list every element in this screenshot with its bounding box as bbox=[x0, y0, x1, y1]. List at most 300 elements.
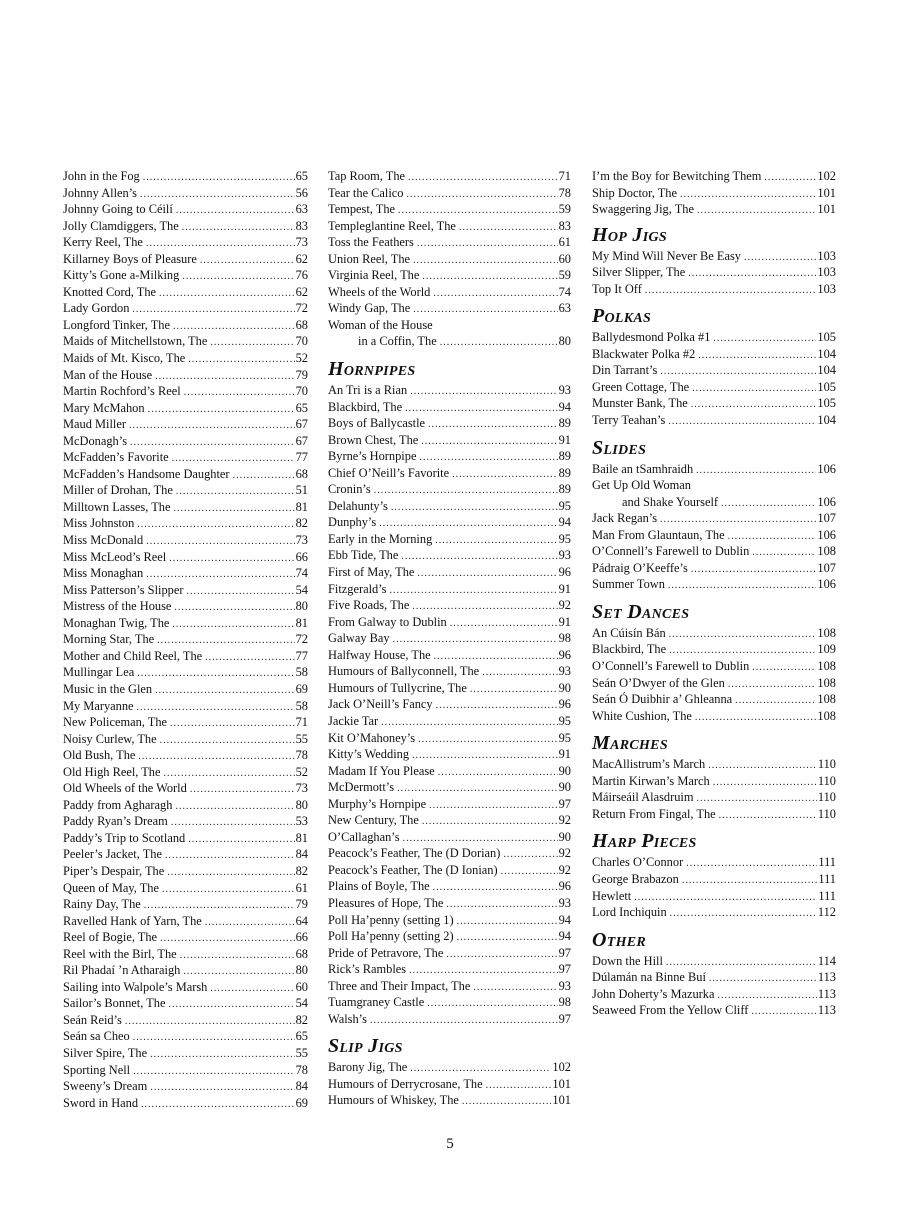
index-entry bbox=[592, 412, 836, 429]
index-entry bbox=[63, 747, 308, 764]
entry-title: Paddy Ryan’s Dream bbox=[63, 814, 168, 829]
entry-page: 92 bbox=[558, 862, 571, 877]
entry-title: Johnny Going to Céilí bbox=[63, 202, 173, 217]
index-entry bbox=[328, 845, 571, 862]
dot-leader bbox=[721, 496, 816, 513]
entry-page: 97 bbox=[558, 962, 571, 977]
index-entry bbox=[63, 979, 308, 996]
index-entry bbox=[63, 400, 308, 417]
entry-title: Ril Phadaí ’n Atharaigh bbox=[63, 963, 181, 978]
entry-title: Old Bush, The bbox=[63, 748, 136, 763]
entry-page: 110 bbox=[817, 806, 836, 821]
entry-title: Charles O’Connor bbox=[592, 855, 684, 870]
dot-leader bbox=[168, 997, 294, 1014]
dot-leader bbox=[175, 799, 294, 816]
dot-leader bbox=[438, 765, 558, 782]
section-heading-polkas: Polkas bbox=[592, 305, 652, 328]
index-entry bbox=[328, 1076, 571, 1093]
entry-page: 89 bbox=[558, 465, 571, 480]
index-entry bbox=[592, 871, 836, 888]
entry-page: 52 bbox=[295, 764, 308, 779]
entry-page: 80 bbox=[558, 334, 571, 349]
entry-page: 101 bbox=[817, 185, 836, 200]
entry-title: Boys of Ballycastle bbox=[328, 416, 426, 431]
entry-title: Toss the Feathers bbox=[328, 235, 414, 250]
index-entry bbox=[63, 681, 308, 698]
entry-page: 89 bbox=[558, 449, 571, 464]
index-entry bbox=[328, 432, 571, 449]
entry-page: 81 bbox=[295, 615, 308, 630]
entry-title: Union Reel, The bbox=[328, 251, 411, 266]
entry-page: 104 bbox=[817, 413, 836, 428]
section-heading-slip-jigs: Slip Jigs bbox=[328, 1035, 403, 1058]
entry-page: 101 bbox=[552, 1093, 571, 1108]
dot-leader bbox=[125, 1014, 295, 1031]
index-entry bbox=[592, 461, 836, 478]
entry-page: 63 bbox=[558, 301, 571, 316]
index-entry bbox=[592, 773, 836, 790]
dot-leader bbox=[418, 732, 558, 749]
reels-list-continued bbox=[63, 168, 308, 1111]
entry-title: Seaweed From the Yellow Cliff bbox=[592, 1003, 749, 1018]
entry-page: 109 bbox=[817, 642, 836, 657]
index-entry bbox=[592, 346, 836, 363]
index-entry bbox=[328, 746, 571, 763]
index-entry bbox=[63, 367, 308, 384]
entry-title: Kitty’s Gone a-Milking bbox=[63, 268, 180, 283]
index-entry bbox=[63, 383, 308, 400]
entry-page: 60 bbox=[295, 979, 308, 994]
entry-title: Fitzgerald’s bbox=[328, 581, 387, 596]
dot-leader bbox=[473, 980, 557, 997]
entry-page: 79 bbox=[295, 897, 308, 912]
entry-title: Mistress of the House bbox=[63, 599, 172, 614]
entry-title: Peacock’s Feather, The (D Ionian) bbox=[328, 862, 498, 877]
index-entry bbox=[592, 756, 836, 773]
index-entry bbox=[63, 185, 308, 202]
entry-page: 59 bbox=[558, 268, 571, 283]
entry-title: MacAllistrum’s March bbox=[592, 757, 706, 772]
entry-page: 94 bbox=[558, 515, 571, 530]
entry-page: 90 bbox=[558, 780, 571, 795]
index-entry bbox=[328, 713, 571, 730]
entry-page: 71 bbox=[558, 169, 571, 183]
index-entry bbox=[328, 168, 571, 185]
index-entry bbox=[328, 647, 571, 664]
entry-title: Music in the Glen bbox=[63, 681, 153, 696]
entry-title: Delahunty’s bbox=[328, 498, 388, 513]
entry-page: 55 bbox=[295, 731, 308, 746]
index-entry bbox=[328, 663, 571, 680]
entry-page: 58 bbox=[295, 665, 308, 680]
index-entry bbox=[328, 251, 571, 268]
entry-page: 112 bbox=[817, 905, 836, 920]
entry-title: Milltown Lasses, The bbox=[63, 499, 171, 514]
section-heading-hop-jigs: Hop Jigs bbox=[592, 223, 667, 246]
dot-leader bbox=[405, 401, 558, 418]
entry-page: 84 bbox=[295, 1079, 308, 1094]
index-entry bbox=[328, 481, 571, 498]
entry-page: 103 bbox=[817, 248, 836, 263]
entry-title: Mother and Child Reel, The bbox=[63, 648, 203, 663]
entry-page: 93 bbox=[558, 895, 571, 910]
dot-leader bbox=[728, 677, 817, 694]
entry-title: Maud Miller bbox=[63, 417, 126, 432]
index-entry bbox=[592, 168, 836, 185]
dot-leader bbox=[408, 170, 558, 187]
dot-leader bbox=[210, 335, 294, 352]
entry-page: 89 bbox=[558, 416, 571, 431]
dot-leader bbox=[182, 269, 294, 286]
section-heading-set-dances: Set Dances bbox=[592, 600, 690, 623]
entry-title: Virginia Reel, The bbox=[328, 268, 420, 283]
entry-page: 110 bbox=[817, 790, 836, 805]
index-entry bbox=[592, 625, 836, 642]
entry-page: 80 bbox=[295, 963, 308, 978]
entry-page: 111 bbox=[818, 855, 836, 870]
entry-title: Martin Rochford’s Reel bbox=[63, 384, 181, 399]
entry-title: Five Roads, The bbox=[328, 598, 410, 613]
index-entry bbox=[328, 498, 571, 515]
entry-title: Sweeny’s Dream bbox=[63, 1079, 148, 1094]
index-column-1 bbox=[63, 168, 308, 1111]
entry-title: Early in the Morning bbox=[328, 531, 433, 546]
dot-leader bbox=[436, 698, 558, 715]
entry-page: 97 bbox=[558, 945, 571, 960]
index-entry bbox=[63, 350, 308, 367]
index-entry bbox=[328, 514, 571, 531]
index-entry bbox=[592, 185, 836, 202]
dot-leader bbox=[176, 203, 295, 220]
index-entry bbox=[328, 547, 571, 564]
index-entry bbox=[592, 789, 836, 806]
entry-page: 106 bbox=[817, 577, 836, 592]
entry-title: Old Wheels of the World bbox=[63, 781, 187, 796]
index-entry bbox=[63, 532, 308, 549]
index-entry bbox=[63, 598, 308, 615]
entry-title-line1: Woman of the House bbox=[328, 317, 433, 332]
entry-page: 93 bbox=[558, 978, 571, 993]
index-entry bbox=[63, 416, 308, 433]
entry-title: O’Connell’s Farewell to Dublin bbox=[592, 544, 750, 559]
dot-leader bbox=[645, 283, 817, 300]
entry-page: 81 bbox=[295, 830, 308, 845]
entry-title: O’Connell’s Farewell to Dublin bbox=[592, 659, 750, 674]
other-list bbox=[592, 953, 836, 1019]
entry-title: Rick’s Rambles bbox=[328, 962, 407, 977]
dot-leader bbox=[709, 971, 817, 988]
entry-page: 66 bbox=[295, 549, 308, 564]
index-entry bbox=[63, 648, 308, 665]
entry-page: 103 bbox=[817, 281, 836, 296]
entry-page: 98 bbox=[558, 631, 571, 646]
entry-title: Silver Spire, The bbox=[63, 1045, 148, 1060]
entry-title: Brown Chest, The bbox=[328, 432, 419, 447]
entry-title: McFadden’s Handsome Daughter bbox=[63, 466, 230, 481]
index-entry bbox=[592, 329, 836, 346]
entry-title: George Brabazon bbox=[592, 871, 679, 886]
entry-page: 94 bbox=[558, 912, 571, 927]
index-entry bbox=[63, 780, 308, 797]
entry-page: 78 bbox=[558, 185, 571, 200]
entry-title: Galway Bay bbox=[328, 631, 390, 646]
index-entry bbox=[328, 300, 571, 317]
entry-page: 98 bbox=[558, 995, 571, 1010]
index-entry bbox=[328, 829, 571, 846]
section-heading-hornpipes: Hornpipes bbox=[328, 358, 416, 381]
entry-page: 101 bbox=[817, 202, 836, 217]
entry-page: 65 bbox=[295, 400, 308, 415]
index-entry bbox=[328, 862, 571, 879]
entry-title: O’Callaghan’s bbox=[328, 829, 400, 844]
dot-leader bbox=[169, 551, 294, 568]
index-entry bbox=[328, 680, 571, 697]
entry-title: Sailor’s Bonnet, The bbox=[63, 996, 166, 1011]
dot-leader bbox=[413, 253, 558, 270]
entry-title: McDonagh’s bbox=[63, 433, 128, 448]
entry-title: Silver Slipper, The bbox=[592, 265, 686, 280]
dot-leader bbox=[138, 749, 294, 766]
entry-title: Plains of Boyle, The bbox=[328, 879, 430, 894]
index-entry bbox=[63, 1078, 308, 1095]
entry-title: Paddy’s Trip to Scotland bbox=[63, 830, 186, 845]
dot-leader bbox=[205, 915, 295, 932]
dot-leader bbox=[133, 1064, 294, 1081]
dot-leader bbox=[401, 549, 557, 566]
entry-page: 82 bbox=[295, 1012, 308, 1027]
index-entry bbox=[328, 218, 571, 235]
dot-leader bbox=[752, 660, 816, 677]
entry-title: Miller of Drohan, The bbox=[63, 483, 173, 498]
entry-page: 108 bbox=[817, 625, 836, 640]
entry-title: Man of the House bbox=[63, 367, 153, 382]
entry-title: Terry Teahan’s bbox=[592, 413, 666, 428]
dot-leader bbox=[171, 815, 295, 832]
index-entry bbox=[63, 764, 308, 781]
entry-page: 105 bbox=[817, 330, 836, 345]
index-entry bbox=[592, 806, 836, 823]
entry-page: 94 bbox=[558, 399, 571, 414]
entry-page: 111 bbox=[818, 871, 836, 886]
entry-title: Sailing into Walpole’s Marsh bbox=[63, 979, 208, 994]
entry-title: Man From Glauntaun, The bbox=[592, 527, 725, 542]
entry-title: Morning Star, The bbox=[63, 632, 155, 647]
dot-leader bbox=[370, 1013, 558, 1030]
entry-page: 90 bbox=[558, 680, 571, 695]
entry-page: 114 bbox=[817, 953, 836, 968]
dot-leader bbox=[141, 1097, 295, 1114]
entry-page: 58 bbox=[295, 698, 308, 713]
dot-leader bbox=[457, 930, 558, 947]
dot-leader bbox=[184, 385, 295, 402]
index-entry bbox=[63, 615, 308, 632]
entry-title: Murphy’s Hornpipe bbox=[328, 796, 427, 811]
dot-leader bbox=[174, 600, 294, 617]
entry-title: Miss Johnston bbox=[63, 516, 135, 531]
entry-page: 92 bbox=[558, 598, 571, 613]
dot-leader bbox=[133, 1030, 295, 1047]
entry-page: 90 bbox=[558, 763, 571, 778]
entry-title: Windy Gap, The bbox=[328, 301, 411, 316]
entry-title: Johnny Allen’s bbox=[63, 185, 138, 200]
entry-page: 74 bbox=[558, 284, 571, 299]
entry-page: 82 bbox=[295, 516, 308, 531]
index-entry bbox=[592, 691, 836, 708]
entry-title: New Century, The bbox=[328, 813, 419, 828]
dot-leader bbox=[410, 384, 557, 401]
entry-title-line2 bbox=[592, 494, 836, 511]
entry-title: Blackwater Polka #2 bbox=[592, 346, 696, 361]
entry-title: Din Tarrant’s bbox=[592, 363, 658, 378]
entry-title: Baile an tSamhraidh bbox=[592, 461, 694, 476]
entry-title: Blackbird, The bbox=[328, 399, 403, 414]
entry-page: 73 bbox=[295, 235, 308, 250]
entry-page: 74 bbox=[295, 566, 308, 581]
entry-title: Blackbird, The bbox=[592, 642, 667, 657]
entry-page: 93 bbox=[558, 548, 571, 563]
entry-page: 110 bbox=[817, 757, 836, 772]
entry-page: 62 bbox=[295, 251, 308, 266]
index-entry bbox=[63, 863, 308, 880]
index-entry bbox=[63, 631, 308, 648]
dot-leader bbox=[422, 814, 558, 831]
entry-title: Tear the Calico bbox=[328, 185, 404, 200]
entry-page: 72 bbox=[295, 632, 308, 647]
entry-title: Jolly Clamdiggers, The bbox=[63, 218, 179, 233]
entry-title-line1: Get Up Old Woman bbox=[592, 478, 691, 493]
dot-leader bbox=[150, 1080, 294, 1097]
index-entry bbox=[328, 895, 571, 912]
entry-title: Queen of May, The bbox=[63, 880, 159, 895]
dot-leader bbox=[200, 253, 295, 270]
entry-title: Ballydesmond Polka #1 bbox=[592, 330, 711, 345]
index-entry bbox=[63, 168, 308, 185]
entry-page: 104 bbox=[817, 363, 836, 378]
entry-page: 111 bbox=[818, 888, 836, 903]
entry-page: 62 bbox=[295, 284, 308, 299]
entry-title: Kitty’s Wedding bbox=[328, 747, 410, 762]
index-entry bbox=[328, 597, 571, 614]
entry-page: 96 bbox=[558, 647, 571, 662]
entry-page: 83 bbox=[558, 218, 571, 233]
entry-page: 108 bbox=[817, 544, 836, 559]
entry-page: 105 bbox=[817, 396, 836, 411]
entry-title: Maids of Mt. Kisco, The bbox=[63, 351, 186, 366]
dot-leader bbox=[170, 716, 295, 733]
hornpipes-list bbox=[328, 382, 571, 1027]
index-entry bbox=[328, 415, 571, 432]
entry-page: 101 bbox=[552, 1076, 571, 1091]
dot-leader bbox=[459, 220, 558, 237]
entry-page: 70 bbox=[295, 384, 308, 399]
entry-title: Top It Off bbox=[592, 281, 642, 296]
index-entry bbox=[592, 264, 836, 281]
dot-leader bbox=[162, 882, 295, 899]
entry-title: My Maryanne bbox=[63, 698, 134, 713]
index-entry bbox=[328, 465, 571, 482]
entry-title: Seán Reid’s bbox=[63, 1012, 122, 1027]
index-entry bbox=[63, 896, 308, 913]
index-entry bbox=[63, 929, 308, 946]
hop-jigs-list bbox=[592, 248, 836, 298]
entry-title: McFadden’s Favorite bbox=[63, 450, 169, 465]
dot-leader bbox=[482, 665, 557, 682]
dot-leader bbox=[691, 562, 817, 579]
index-entry bbox=[63, 333, 308, 350]
dot-leader bbox=[143, 170, 295, 187]
dot-leader bbox=[501, 864, 558, 881]
dot-leader bbox=[205, 650, 294, 667]
entry-title: Mary McMahon bbox=[63, 400, 145, 415]
entry-title: John in the Fog bbox=[63, 169, 140, 183]
marches-list bbox=[592, 756, 836, 822]
dot-leader bbox=[688, 266, 816, 283]
index-entry bbox=[592, 510, 836, 527]
entry-page: 105 bbox=[817, 379, 836, 394]
entry-page: 53 bbox=[295, 814, 308, 829]
entry-page: 83 bbox=[295, 218, 308, 233]
slip-jigs-list bbox=[328, 1059, 571, 1109]
index-entry bbox=[328, 994, 571, 1011]
index-entry bbox=[592, 708, 836, 725]
dot-leader bbox=[180, 948, 295, 965]
entry-title: Munster Bank, The bbox=[592, 396, 688, 411]
entry-title: Jack O’Neill’s Fancy bbox=[328, 697, 433, 712]
entry-title: Miss McLeod’s Reel bbox=[63, 549, 167, 564]
entry-title: Lord Inchiquin bbox=[592, 905, 667, 920]
entry-page: 66 bbox=[295, 930, 308, 945]
entry-title: Maids of Mitchellstown, The bbox=[63, 334, 208, 349]
index-entry bbox=[63, 218, 308, 235]
entry-title: Tempest, The bbox=[328, 202, 396, 217]
index-entry bbox=[328, 730, 571, 747]
dot-leader bbox=[433, 286, 557, 303]
index-entry bbox=[63, 1012, 308, 1029]
entry-page: 96 bbox=[558, 879, 571, 894]
index-entry bbox=[63, 549, 308, 566]
entry-title: Madam If You Please bbox=[328, 763, 435, 778]
dot-leader bbox=[446, 947, 557, 964]
entry-page: 96 bbox=[558, 565, 571, 580]
entry-title: Halfway House, The bbox=[328, 647, 431, 662]
index-entry bbox=[63, 251, 308, 268]
entry-page: 56 bbox=[295, 185, 308, 200]
index-entry bbox=[63, 995, 308, 1012]
index-entry bbox=[328, 185, 571, 202]
entry-page: 70 bbox=[295, 334, 308, 349]
entry-title: Down the Hill bbox=[592, 953, 663, 968]
entry-title: Miss McDonald bbox=[63, 533, 144, 548]
dot-leader bbox=[160, 931, 295, 948]
index-entry bbox=[328, 1059, 571, 1076]
entry-title: Tap Room, The bbox=[328, 169, 406, 183]
entry-title: Kerry Reel, The bbox=[63, 235, 143, 250]
entry-title: Miss Patterson’s Slipper bbox=[63, 582, 184, 597]
index-entry bbox=[328, 448, 571, 465]
dot-leader bbox=[137, 666, 294, 683]
entry-page: 68 bbox=[295, 946, 308, 961]
entry-page: 113 bbox=[817, 986, 836, 1001]
entry-title: Wheels of the World bbox=[328, 284, 431, 299]
entry-page: 96 bbox=[558, 697, 571, 712]
index-entry bbox=[328, 630, 571, 647]
entry-title: Ravelled Hank of Yarn, The bbox=[63, 913, 202, 928]
entry-title: in a Coffin, The bbox=[358, 334, 437, 349]
dot-leader bbox=[129, 418, 295, 435]
entry-title: Humours of Tullycrine, The bbox=[328, 680, 467, 695]
dot-leader bbox=[668, 414, 816, 431]
section-heading-harp-pieces: Harp Pieces bbox=[592, 830, 697, 853]
